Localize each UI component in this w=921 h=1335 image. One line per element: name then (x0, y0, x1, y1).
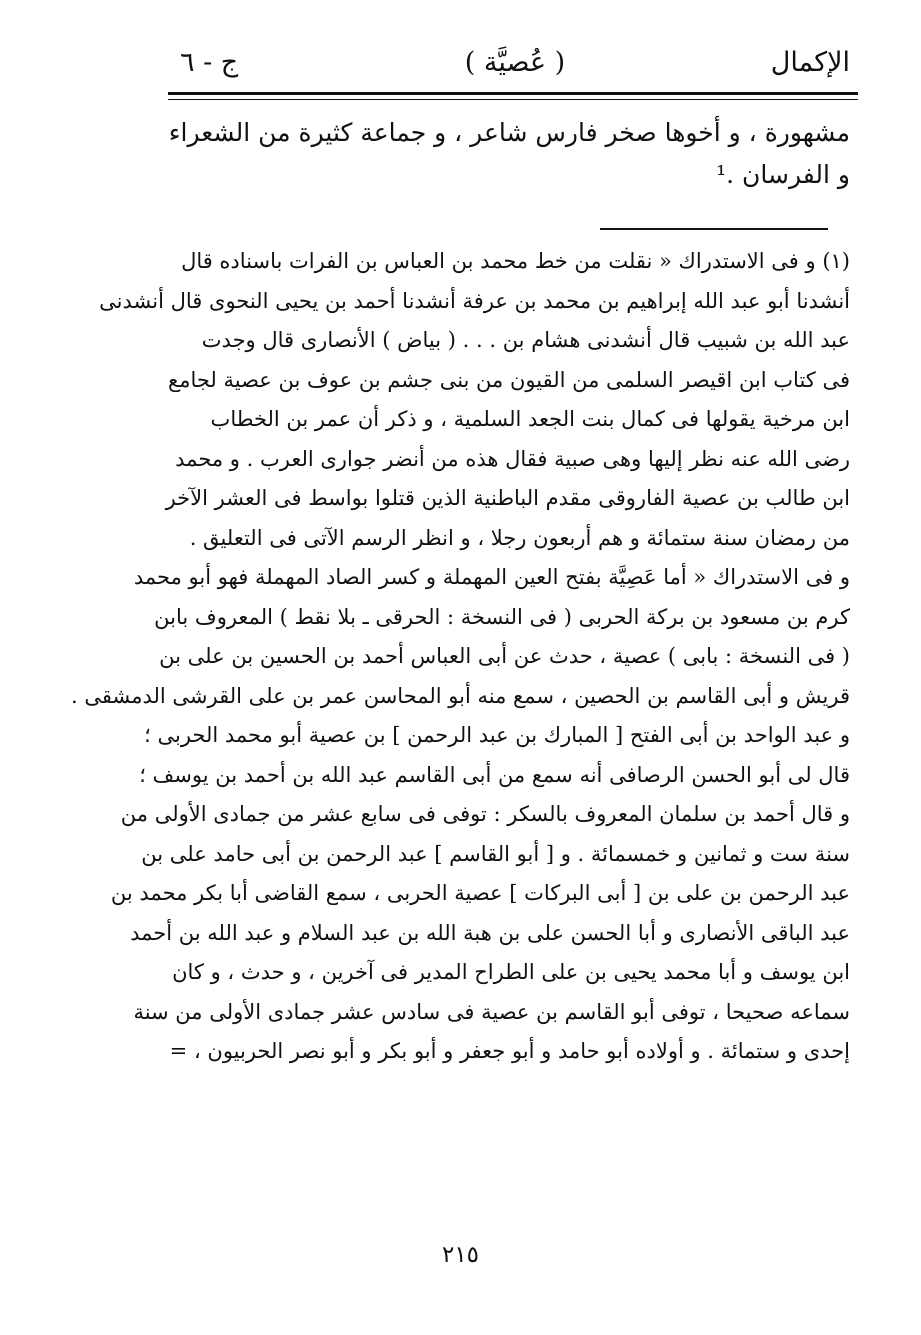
footnote-line: عبد الرحمن بن على بن [ أبى البركات ] عصية الحربى ، سمع القاضى أبا بكر محمد بن (110, 881, 850, 905)
footnote-line: سنة ست و ثمانين و خمسمائة . و [ أبو القاسم ] عبد الرحمن بن أبى حامد على بن (141, 841, 850, 866)
footnote-line: و عبد الواحد بن أبى الفتح [ المبارك بن عبد الرحمن ] بن عصية أبو محمد الحربى ؛ (144, 723, 850, 747)
footnote-line: عبد الله بن شبيب قال أنشدنى هشام بن . . . ( بياض ) الأنصارى قال وجدت (201, 328, 850, 352)
header-rule-thin (168, 99, 858, 100)
footnote-line: ابن يوسف و أبا محمد يحيى بن على الطراح المدير فى آخرين ، و حدث ، و كان (172, 960, 850, 984)
footnote-line: ابن طالب بن عصية الفاروقى مقدم الباطنية الذين قتلوا بواسط فى العشر الآخر (165, 486, 850, 510)
main-text-line: و الفرسان .¹ (716, 160, 850, 189)
footnote-line: قريش و أبى القاسم بن الحصين ، سمع منه أبو المحاسن عمر بن على القرشى الدمشقى . (71, 683, 850, 708)
footnote-line: أنشدنا أبو عبد الله إبراهيم بن محمد بن عرفة أنشدنا أحمد بن يحيى النحوى قال أنشدنى (99, 288, 850, 313)
footnote-line: من رمضان سنة ستمائة و هم أربعون رجلا ، و انظر الرسم الآتى فى التعليق . (189, 525, 850, 550)
header-rule-thick (168, 92, 858, 95)
footnote-line: سماعه صحيحا ، توفى أبو القاسم بن عصية فى سادس عشر جمادى الأولى من سنة (133, 999, 850, 1024)
main-text (168, 112, 850, 196)
volume-label: ج - ٦ (180, 47, 239, 78)
footnote-line: قال لى أبو الحسن الرصافى أنه سمع من أبى القاسم عبد الله بن أحمد بن يوسف ؛ (139, 762, 850, 787)
footnote-line: و فى الاستدراك « أما عَصِيَّة بفتح العين المهملة و كسر الصاد المهملة فهو أبو محمد (133, 565, 850, 589)
running-head (180, 40, 850, 86)
footnote-line: كرم بن مسعود بن بركة الحربى ( فى النسخة : الحرقى ـ بلا نقط ) المعروف بابن (154, 604, 850, 629)
footnote-line: ( فى النسخة : بابى ) عصية ، حدث عن أبى العباس أحمد بن الحسين بن على بن (159, 644, 850, 668)
page-number: ٢١٥ (441, 1242, 480, 1268)
footnote-line: ابن مرخية يقولها فى كمال بنت الجعد السلمية ، و ذكر أن عمر بن الخطاب (210, 407, 850, 431)
book-title: الإكمال (770, 47, 850, 78)
footnote-line: و قال أحمد بن سلمان المعروف بالسكر : توفى فى سابع عشر من جمادى الأولى من (120, 802, 850, 826)
footnote-line: عبد الباقى الأنصارى و أبا الحسن على بن هبة الله بن عبد السلام و عبد الله بن أحمد (130, 920, 850, 945)
footnote-line: رضى الله عنه نظر إليها وهى صبية فقال هذه من أنضر جوارى العرب . و محمد (175, 446, 850, 471)
footnote-line: (١) و فى الاستدراك « نقلت من خط محمد بن العباس بن الفرات باسناده قال (181, 249, 850, 273)
entry-title: ( عُصيَّة ) (464, 47, 566, 78)
footnotes (71, 242, 850, 1072)
footnote-line: إحدى و ستمائة . و أولاده أبو حامد و أبو جعفر و أبو بكر و أبو نصر الحربيون ، = (169, 1039, 850, 1063)
footnote-line: فى كتاب ابن اقيصر السلمى من القيون من بنى جشم بن عوف بن عصية لجامع (168, 367, 850, 392)
main-text-line: مشهورة ، و أخوها صخر فارس شاعر ، و جماعة كثيرة من الشعراء (168, 118, 850, 147)
footnote-separator (600, 228, 828, 230)
